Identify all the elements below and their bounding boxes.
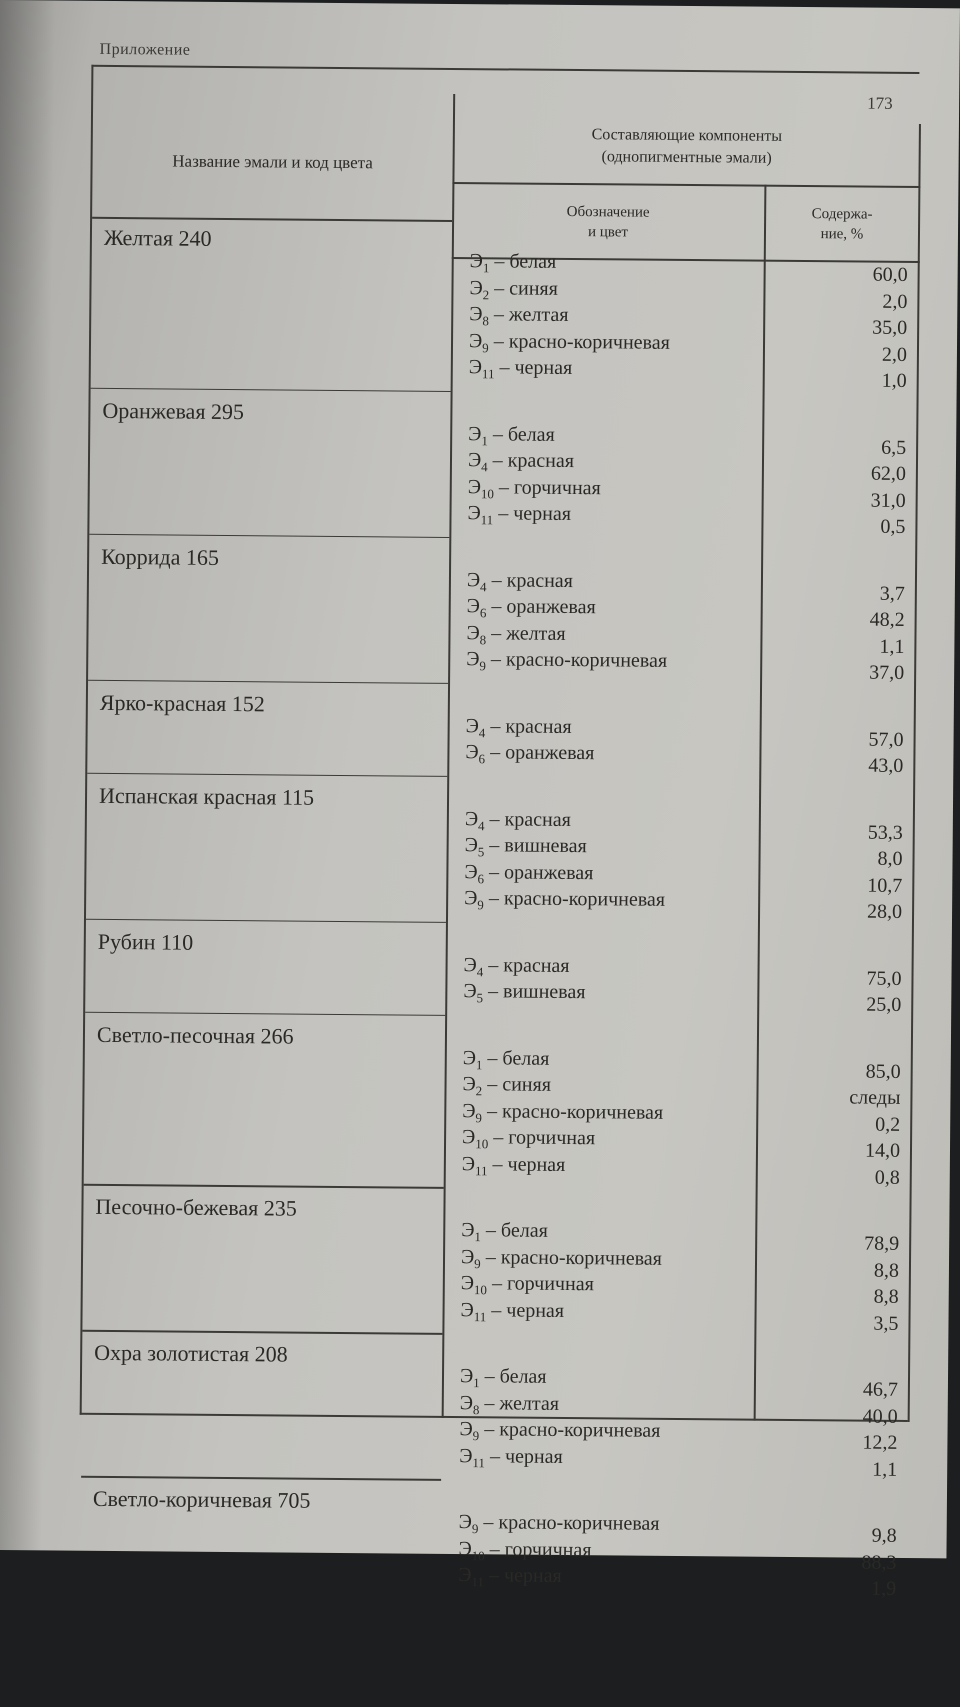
component-designation	[462, 1153, 566, 1180]
component-code: Э	[461, 1219, 475, 1242]
enamel-name: Светло-коричневая 705	[92, 1485, 311, 1513]
enamel-name: Ярко-красная 152	[99, 689, 265, 716]
component-code: Э	[462, 1099, 476, 1122]
header-content-line2: ние, %	[820, 226, 864, 243]
component-index: 8	[482, 313, 489, 329]
component-color: – красно-коричневая	[488, 329, 670, 354]
component-designation	[461, 1219, 548, 1246]
component-code: Э	[464, 807, 479, 830]
component-content-value: 8,0	[877, 847, 903, 870]
header-content-cell	[764, 188, 921, 261]
component-content-value: 60,0	[872, 263, 908, 286]
component-designation	[468, 423, 555, 450]
component-color: – желтая	[488, 303, 569, 326]
component-content-value: 40,0	[862, 1405, 898, 1428]
header-designation-line1: Обозначение	[566, 203, 650, 221]
running-head: Приложение	[99, 40, 191, 59]
component-color: – оранжевая	[484, 860, 594, 884]
component-designation	[468, 476, 601, 503]
component-color: – белая	[487, 422, 555, 446]
component-designation	[464, 861, 593, 888]
page-gutter-shadow	[0, 0, 55, 1550]
component-content-value: 62,0	[870, 462, 906, 485]
component-index: 6	[478, 751, 486, 767]
group-separator	[81, 1476, 441, 1481]
component-code: Э	[465, 741, 479, 764]
component-index: 8	[479, 631, 487, 647]
component-code: Э	[467, 475, 482, 498]
group-separator	[88, 679, 448, 684]
table-right-border	[908, 124, 921, 1422]
component-content-value: 1,9	[871, 1577, 897, 1600]
component-designation	[467, 595, 596, 622]
component-code: Э	[469, 250, 484, 273]
component-designation	[462, 1100, 663, 1128]
component-index: 9	[471, 1521, 479, 1537]
component-designation	[463, 954, 569, 981]
component-index: 5	[476, 990, 484, 1006]
component-designation	[469, 277, 558, 304]
component-color: – оранжевая	[486, 595, 596, 619]
component-code: Э	[464, 887, 478, 910]
component-code: Э	[467, 502, 481, 525]
component-index: 10	[475, 1136, 489, 1152]
enamel-name: Испанская красная 115	[98, 782, 315, 810]
component-content-value: 25,0	[866, 993, 902, 1016]
component-index: 10	[473, 1282, 488, 1298]
component-color: – синяя	[482, 1073, 552, 1096]
component-content-value: 43,0	[868, 754, 904, 777]
component-code: Э	[459, 1418, 473, 1441]
component-designation	[458, 1564, 562, 1591]
component-code: Э	[467, 449, 482, 472]
component-code: Э	[463, 953, 477, 976]
component-index: 9	[477, 897, 484, 913]
component-content-value: 14,0	[864, 1139, 901, 1162]
component-color: – красная	[485, 714, 572, 738]
enamel-table	[80, 65, 920, 1600]
component-content-value: 35,0	[872, 316, 908, 339]
component-content-value: 2,0	[882, 290, 908, 313]
component-content-value: 78,9	[864, 1232, 900, 1255]
component-code: Э	[459, 1365, 474, 1388]
enamel-name: Оранжевая 295	[102, 397, 245, 424]
component-content-value: 10,7	[867, 874, 903, 897]
component-code: Э	[461, 1152, 476, 1175]
group-separator	[91, 387, 451, 392]
component-index: 11	[473, 1308, 487, 1324]
component-code: Э	[466, 568, 481, 591]
component-color: – красная	[483, 953, 570, 977]
component-content-value: следы	[849, 1086, 901, 1109]
component-color: – желтая	[479, 1391, 560, 1415]
component-content-value: 37,0	[869, 661, 905, 684]
group-separator	[87, 772, 447, 777]
component-code: Э	[461, 1126, 476, 1149]
component-designation	[460, 1392, 559, 1419]
column-divider-name	[442, 94, 456, 1418]
component-designation	[459, 1418, 660, 1446]
component-color: – красно-коричневая	[479, 1418, 661, 1442]
component-designation	[461, 1246, 662, 1274]
component-code: Э	[458, 1511, 473, 1534]
component-designation	[459, 1511, 660, 1539]
component-index: 10	[471, 1547, 485, 1563]
component-designation	[469, 303, 568, 330]
component-color: – горчичная	[488, 1126, 596, 1150]
component-code: Э	[464, 860, 478, 883]
component-index: 9	[472, 1428, 480, 1444]
header-name-cell	[92, 91, 453, 234]
component-color: – красная	[487, 449, 575, 473]
header-components-cell	[452, 110, 921, 184]
component-content-value: 1,1	[879, 635, 905, 658]
component-content-value: 8,8	[873, 1259, 900, 1282]
enamel-name: Охра золотистая 208	[94, 1339, 288, 1367]
component-color: – горчичная	[486, 1272, 594, 1296]
group-separator	[86, 918, 446, 923]
header-name-text: Название эмали и код цвета	[172, 151, 373, 173]
component-index: 11	[472, 1454, 486, 1470]
component-color: – вишневая	[484, 834, 587, 858]
component-code: Э	[458, 1537, 472, 1560]
component-content-value: 57,0	[868, 728, 904, 751]
group-separator	[82, 1330, 442, 1335]
component-code: Э	[459, 1391, 474, 1414]
component-index: 8	[472, 1401, 480, 1417]
component-color: – черная	[484, 1444, 563, 1468]
component-color: – белая	[480, 1219, 548, 1242]
component-designation	[458, 1538, 591, 1565]
component-content-value: 0,2	[875, 1113, 901, 1136]
component-color: – красная	[484, 807, 571, 831]
component-index: 4	[477, 817, 485, 833]
component-index: 11	[481, 366, 495, 382]
component-content-value: 0,5	[880, 515, 906, 538]
component-content-value: 28,0	[866, 900, 903, 923]
component-index: 9	[475, 1109, 483, 1125]
component-designation	[462, 1126, 595, 1153]
component-color: – белая	[482, 1046, 550, 1070]
component-code: Э	[460, 1272, 475, 1295]
component-index: 1	[474, 1229, 481, 1245]
component-content-value: 0,8	[874, 1166, 900, 1189]
component-code: Э	[468, 329, 483, 352]
component-designation	[460, 1365, 547, 1392]
component-color: – черная	[487, 1152, 566, 1176]
component-designation	[459, 1445, 563, 1472]
component-code: Э	[465, 714, 479, 737]
component-color: – горчичная	[493, 475, 601, 499]
component-color: – белая	[489, 250, 557, 273]
header-content-line1: Содержа-	[811, 206, 873, 223]
component-index: 2	[475, 1083, 483, 1099]
component-code: Э	[468, 356, 483, 379]
component-color: – красно-коричневая	[478, 1511, 660, 1535]
component-color: – желтая	[486, 621, 566, 645]
component-color: – красно-коричневая	[480, 1245, 662, 1270]
component-index: 4	[476, 963, 484, 979]
component-code: Э	[468, 422, 482, 445]
header-designation-line2: и цвет	[587, 224, 629, 241]
component-designation	[465, 834, 587, 861]
component-code: Э	[462, 1046, 477, 1069]
column-divider-content	[754, 185, 767, 1421]
component-designation	[468, 449, 574, 476]
group-separator	[89, 533, 449, 538]
component-index: 6	[477, 870, 485, 886]
header-components-line1: Составляющие компоненты	[591, 126, 783, 145]
component-content-value: 6,5	[881, 436, 907, 459]
component-color: – вишневая	[482, 980, 586, 1004]
component-designation	[467, 569, 573, 596]
component-code: Э	[464, 834, 478, 857]
page-number: 173	[867, 93, 893, 113]
component-index: 4	[481, 459, 488, 475]
component-content-value: 1,0	[881, 369, 907, 392]
group-separator	[85, 1011, 445, 1016]
component-color: – белая	[479, 1365, 547, 1388]
component-content-value: 48,2	[869, 608, 905, 631]
component-content-value: 3,5	[873, 1312, 899, 1335]
component-color: – красно-коричневая	[483, 887, 666, 911]
enamel-name: Песочно-бежевая 235	[95, 1193, 297, 1221]
component-code: Э	[466, 648, 480, 671]
component-code: Э	[469, 276, 483, 299]
component-designation	[469, 330, 670, 358]
component-designation	[467, 502, 571, 529]
component-content-value: 85,0	[865, 1060, 901, 1083]
component-index: 11	[480, 512, 494, 528]
component-content-value: 31,0	[870, 489, 906, 512]
component-content-value: 88,3	[861, 1551, 897, 1574]
component-index: 11	[474, 1162, 488, 1178]
component-index: 9	[479, 658, 486, 674]
component-code: Э	[466, 621, 480, 644]
component-code: Э	[460, 1298, 474, 1321]
component-content-value: 2,0	[881, 343, 908, 366]
group-separator	[84, 1184, 444, 1189]
component-code: Э	[462, 1073, 476, 1096]
component-index: 9	[482, 339, 489, 355]
component-designation	[465, 741, 594, 768]
component-content-value: 12,2	[862, 1431, 898, 1454]
component-color: – красно-коричневая	[485, 648, 668, 672]
component-code: Э	[458, 1564, 472, 1587]
component-index: 1	[475, 1056, 483, 1072]
component-index: 6	[479, 605, 487, 621]
component-index: 4	[480, 578, 487, 594]
component-content-value: 9,8	[871, 1524, 897, 1547]
component-content-value: 8,8	[873, 1285, 899, 1308]
component-index: 4	[478, 724, 486, 740]
enamel-name: Желтая 240	[103, 224, 212, 251]
component-designation	[463, 980, 585, 1007]
component-designation	[461, 1272, 594, 1299]
component-index: 9	[474, 1255, 481, 1271]
component-color: – черная	[493, 502, 572, 526]
component-designation	[470, 250, 557, 277]
component-color: – красная	[486, 568, 574, 592]
component-code: Э	[466, 595, 481, 618]
header-designation-cell	[452, 185, 765, 260]
component-index: 11	[471, 1574, 485, 1590]
component-designation	[466, 622, 565, 649]
component-color: – оранжевая	[485, 741, 595, 765]
component-color: – черная	[486, 1298, 565, 1322]
component-code: Э	[463, 980, 477, 1003]
component-designation	[462, 1073, 551, 1100]
component-color: – черная	[494, 356, 573, 380]
component-designation	[460, 1299, 564, 1326]
component-code: Э	[459, 1444, 473, 1467]
component-color: – горчичная	[484, 1537, 592, 1561]
component-content-value: 46,7	[862, 1378, 899, 1401]
component-index: 5	[477, 844, 485, 860]
component-color: – красно-коричневая	[481, 1099, 664, 1124]
component-index: 2	[482, 286, 490, 302]
enamel-name: Светло-песочная 266	[96, 1021, 294, 1049]
component-index: 10	[480, 485, 494, 501]
header-components-line2: (однопигментные эмали)	[601, 148, 772, 167]
component-index: 1	[482, 260, 490, 276]
component-designation	[466, 715, 572, 742]
component-color: – синяя	[489, 276, 558, 300]
enamel-name: Рубин 110	[97, 928, 194, 955]
component-designation	[463, 1047, 550, 1074]
component-content-value: 75,0	[866, 967, 902, 990]
component-index: 1	[481, 432, 488, 448]
component-index: 1	[473, 1375, 480, 1391]
component-designation	[469, 356, 573, 383]
component-color: – черная	[483, 1564, 562, 1587]
component-content-value: 3,7	[879, 582, 905, 605]
component-designation	[466, 648, 667, 676]
component-designation	[464, 887, 665, 915]
component-code: Э	[460, 1245, 475, 1268]
component-code: Э	[469, 303, 483, 326]
component-content-value: 1,1	[872, 1458, 898, 1481]
enamel-name: Коррида 165	[101, 543, 220, 570]
component-content-value: 53,3	[867, 821, 903, 844]
component-designation	[465, 808, 571, 835]
